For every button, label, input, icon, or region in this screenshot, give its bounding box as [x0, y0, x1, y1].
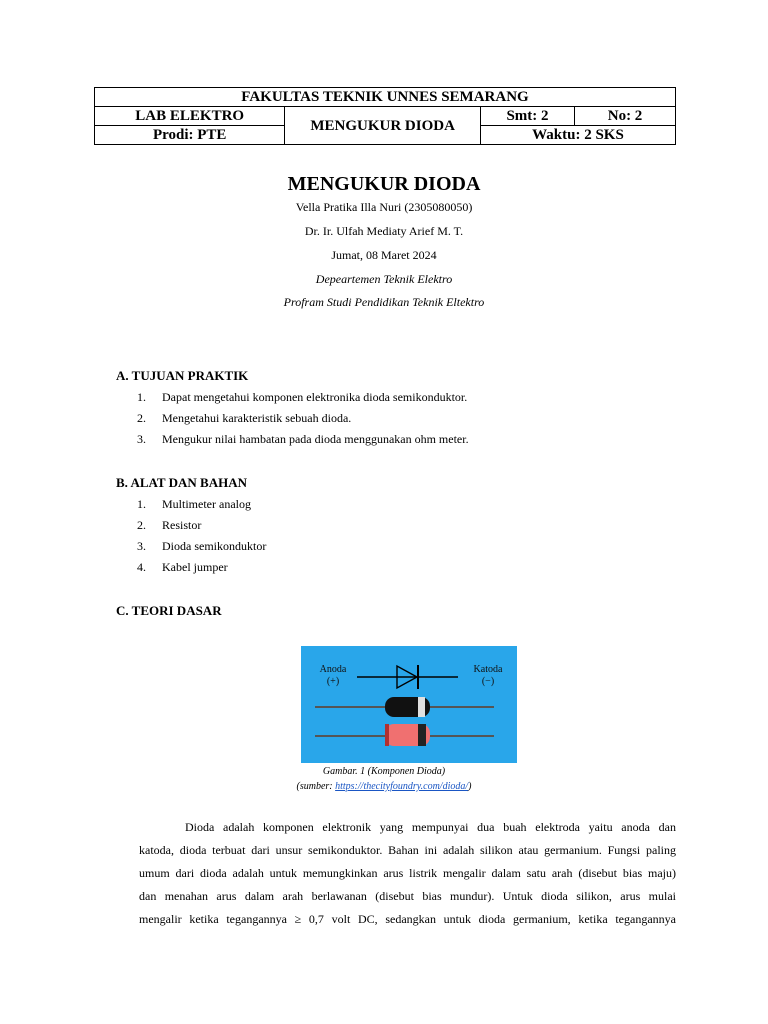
date-line: Jumat, 08 Maret 2024: [331, 248, 437, 262]
list-text: Multimeter analog: [162, 497, 251, 511]
figure-caption: Gambar. 1 (Komponen Dioda): [322, 766, 446, 777]
theory-paragraph: [139, 816, 676, 931]
list-number: 4.: [137, 560, 146, 574]
red-diode-icon: [315, 724, 494, 746]
anode-label: Anoda: [319, 664, 347, 675]
section-a-list: [137, 390, 469, 453]
cathode-label: Katoda: [473, 664, 503, 675]
paragraph-line: umum dari dioda adalah untuk memungkinkan arus listrik mengalir dalam satu arah (disebut bias maju): [139, 866, 676, 880]
list-text: Resistor: [162, 518, 202, 532]
list-text: Dapat mengetahui komponen elektronika dioda semikonduktor.: [162, 390, 468, 404]
list-item: [137, 432, 469, 453]
list-item: [137, 390, 469, 411]
section-a-heading: A. TUJUAN PRAKTIK: [116, 368, 249, 383]
list-item: [137, 497, 266, 518]
figure-source: [0, 781, 768, 792]
list-item: [137, 518, 266, 539]
author-line: Vella Pratika Illa Nuri (2305080050): [295, 200, 473, 214]
list-number: 2.: [137, 518, 146, 532]
prodi-cell: Prodi: PTE: [95, 126, 285, 145]
section-c-heading: C. TEORI DASAR: [116, 603, 222, 618]
paragraph-line: katoda, dioda terbuat dari unsur semikonduktor. Bahan ini adalah silikon atau germanium. Fungsi paling: [139, 843, 676, 857]
list-number: 2.: [137, 411, 146, 425]
diode-drawing: [301, 646, 517, 763]
black-diode-icon: [315, 697, 494, 717]
department-line: Depeartemen Teknik Elektro: [315, 272, 453, 286]
faculty-cell: FAKULTAS TEKNIK UNNES SEMARANG: [95, 88, 676, 107]
subject-cell: MENGUKUR DIODA: [285, 107, 481, 145]
paragraph-line: Dioda adalah komponen elektronik yang mempunyai dua buah elektroda yaitu anoda dan: [185, 820, 676, 834]
waktu-cell: Waktu: 2 SKS: [480, 126, 675, 145]
list-item: [137, 539, 266, 560]
list-text: Mengetahui karakteristik sebuah dioda.: [162, 411, 352, 425]
list-number: 1.: [137, 497, 146, 511]
lecturer-line: Dr. Ir. Ulfah Mediaty Arief M. T.: [304, 224, 464, 238]
diode-symbol-icon: [357, 665, 458, 689]
no-cell: No: 2: [575, 107, 676, 126]
source-suffix: ): [468, 781, 472, 792]
source-link[interactable]: https://thecityfoundry.com/dioda/: [335, 781, 469, 792]
document-title: MENGUKUR DIODA: [287, 173, 481, 195]
list-text: Dioda semikonduktor: [162, 539, 267, 553]
anode-sign: (+): [326, 676, 340, 687]
paragraph-line: dan menahan arus dalam arah berlawanan (disebut bias mundur). Untuk dioda silikon, arus mulai: [139, 889, 676, 903]
header-table: [94, 87, 676, 145]
list-item: [137, 411, 469, 432]
section-b-list: [137, 497, 266, 581]
smt-cell: Smt: 2: [480, 107, 574, 126]
program-line: Profram Studi Pendidikan Teknik Eltektro: [283, 295, 485, 309]
diode-figure: [301, 646, 517, 763]
list-number: 3.: [137, 539, 146, 553]
section-b-heading: B. ALAT DAN BAHAN: [116, 475, 247, 490]
list-text: Kabel jumper: [162, 560, 228, 574]
lab-cell: LAB ELEKTRO: [95, 107, 285, 126]
list-text: Mengukur nilai hambatan pada dioda menggunakan ohm meter.: [162, 432, 469, 446]
source-prefix: (sumber:: [296, 781, 336, 792]
cathode-sign: (−): [481, 676, 495, 687]
list-number: 1.: [137, 390, 146, 404]
list-number: 3.: [137, 432, 146, 446]
paragraph-line: mengalir ketika tegangannya ≥ 0,7 volt DC, sedangkan untuk dioda germanium, ketika tegangannya: [139, 912, 676, 926]
list-item: [137, 560, 266, 581]
